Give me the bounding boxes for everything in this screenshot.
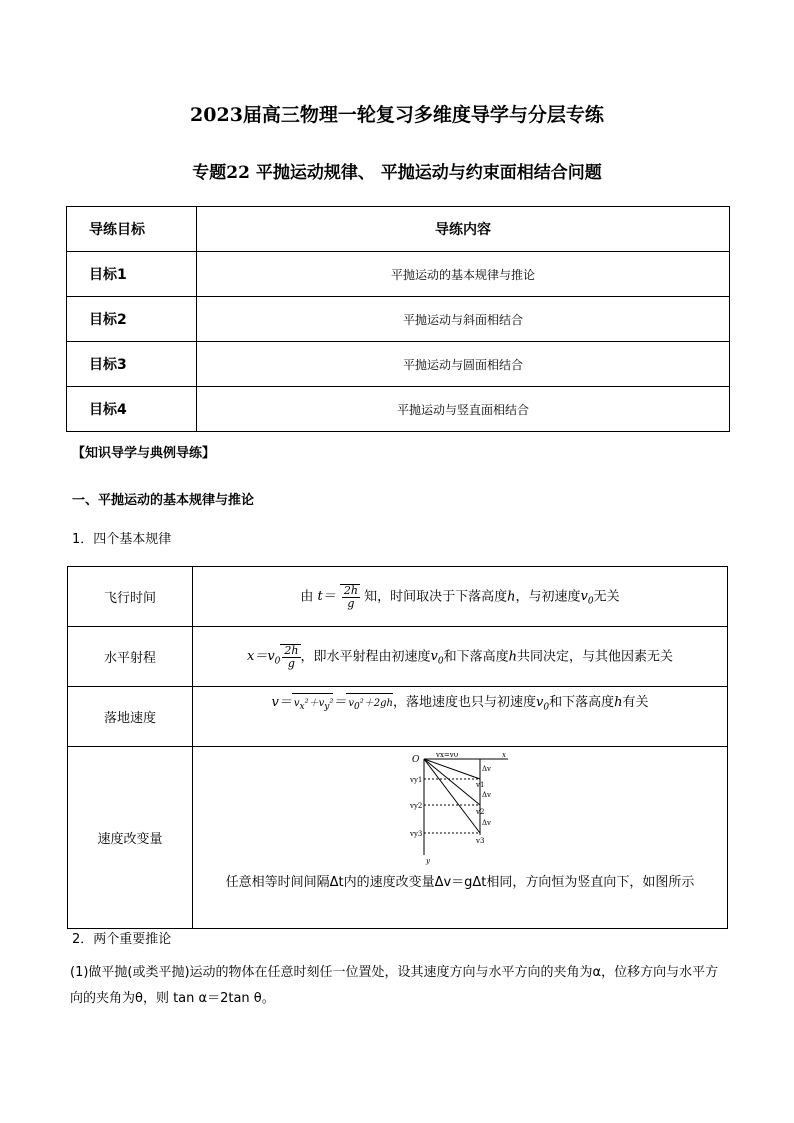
law-label: 水平射程 [68,627,193,687]
svg-text:y: y [426,857,430,865]
table-row [67,297,730,342]
inference-paragraph: (1)做平抛(或类平抛)运动的物体在任意时刻任一位置处，设其速度方向与水平方向的夹角为α，位移方向与水平方向的夹角为θ，则 tan α＝2tan θ。 [70,965,719,1006]
sub1-title: 1．四个基本规律 [72,532,172,547]
goals-col1-header: 导练目标 [67,207,197,252]
law-label: 飞行时间 [68,567,193,627]
svg-text:x: x [502,753,506,759]
range-formula: $x=v_0$ $\frac{2h}{g}$ [246,643,299,670]
goal-content: 平抛运动与斜面相结合 [197,297,730,342]
table-row [67,252,730,297]
goal-content: 平抛运动与竖直面相结合 [197,387,730,432]
var-v0: $v_0$ [430,649,444,667]
table-row [68,747,728,929]
sub2-title: 2．两个重要推论 [72,932,172,947]
law-text: 共同决定，与其他因素无关 [517,649,674,664]
goal-label: 目标2 [67,297,197,342]
law-content [193,627,728,687]
svg-text:v3: v3 [476,837,485,845]
table-row [68,567,728,627]
svg-text:vy3: vy3 [410,830,423,838]
law-text: 和下落高度 [443,649,509,664]
law-content [193,567,728,627]
var-h: h [507,589,516,604]
document-title: 2023届高三物理一轮复习多维度导学与分层专练 [190,104,604,126]
landing-velocity-formula: $v= v_x^2+v_y^2= v_0^2+2gh$ [271,695,393,712]
law-text: ，与初速度 [515,589,581,604]
law-text: 知，时间取决于下落高度 [364,589,508,604]
sqrt-symbol: $\frac{2h}{g}$ [340,584,360,610]
table-row [68,687,728,747]
svg-text:v1: v1 [476,781,485,789]
goals-col2-header: 导练内容 [197,207,730,252]
svg-text:Δv: Δv [482,765,492,773]
var-h: h [614,695,623,710]
law-text: 由 [300,589,314,604]
var-v0: $v_0$ [580,589,594,607]
law-text: 有关 [622,695,649,710]
goals-table [66,206,730,432]
law-label: 速度改变量 [68,747,193,929]
goal-content: 平抛运动与圆面相结合 [197,342,730,387]
svg-text:Δv: Δv [482,819,492,827]
table-row [67,387,730,432]
svg-text:O: O [412,755,420,765]
topic-title: 专题22 平抛运动规律、 平抛运动与约束面相结合问题 [192,163,602,183]
section1-title: 一、平抛运动的基本规律与推论 [72,493,255,508]
section-header: 【知识导学与典例导练】 [72,446,216,461]
laws-table [67,566,728,929]
svg-text:vy2: vy2 [410,802,423,810]
table-row [67,342,730,387]
goals-header-row [67,207,730,252]
svg-text:Δv: Δv [482,791,492,799]
goal-label: 目标3 [67,342,197,387]
velocity-change-caption: 任意相等时间间隔Δt内的速度改变量Δv＝gΔt相同，方向恒为竖直向下，如图所示 [225,875,695,890]
svg-text:vy1: vy1 [410,776,423,784]
table-row [68,627,728,687]
law-content [193,747,728,929]
law-text: 和下落高度 [549,695,615,710]
goal-content: 平抛运动的基本规律与推论 [197,252,730,297]
velocity-change-diagram [410,753,510,865]
svg-text:v2: v2 [476,808,485,816]
svg-text:vx=v0: vx=v0 [436,753,459,759]
var-h: h [508,649,517,664]
var-v0: $v_0$ [536,695,550,713]
law-label: 落地速度 [68,687,193,747]
flight-time-formula: t＝ $\frac{2h}{g}$ [317,583,358,610]
goal-label: 目标1 [67,252,197,297]
law-text: ，落地速度也只与初速度 [392,695,536,710]
sqrt-symbol: $\frac{2h}{g}$ [280,644,300,670]
law-text: 无关 [593,589,620,604]
goal-label: 目标4 [67,387,197,432]
law-text: ，即水平射程由初速度 [300,649,431,664]
law-content [193,687,728,747]
